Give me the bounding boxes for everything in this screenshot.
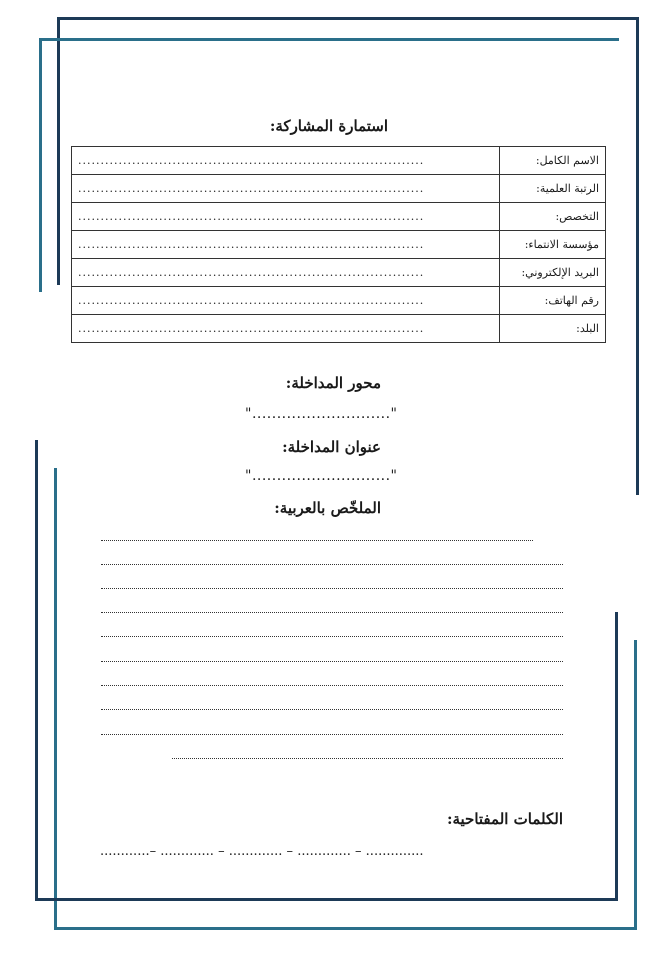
- frame-line-lower-left-teal: [54, 468, 57, 930]
- participation-form-table: [71, 146, 606, 343]
- field-label-country: البلد:: [500, 315, 606, 343]
- frame-line-left-dark: [57, 17, 60, 285]
- frame-line-bottom-teal: [54, 927, 637, 930]
- field-value-phone[interactable]: .............................................................................: [72, 287, 500, 315]
- table-row: [72, 203, 606, 231]
- abstract-line[interactable]: [101, 636, 563, 637]
- abstract-line[interactable]: [101, 540, 533, 541]
- frame-line-right-dark: [636, 17, 639, 495]
- field-label-institution: مؤسسة الانتماء:: [500, 231, 606, 259]
- table-row: [72, 259, 606, 287]
- frame-line-lower-left-dark: [35, 440, 38, 900]
- field-value-email[interactable]: .............................................................................: [72, 259, 500, 287]
- frame-line-top-dark: [57, 17, 639, 20]
- keywords-line[interactable]: ............– ............. – ............. – ............. – ..............: [100, 844, 424, 859]
- axis-heading: محور المداخلة:: [285, 374, 381, 392]
- field-value-academic-rank[interactable]: .............................................................................: [72, 175, 500, 203]
- field-label-full-name: الاسم الكامل:: [500, 147, 606, 175]
- frame-line-left-teal: [39, 38, 42, 292]
- table-row: [72, 147, 606, 175]
- frame-line-bottom-dark: [35, 898, 618, 901]
- table-row: [72, 315, 606, 343]
- table-row: [72, 175, 606, 203]
- form-title: استمارة المشاركة:: [269, 117, 388, 135]
- table-row: [72, 231, 606, 259]
- abstract-line[interactable]: [101, 661, 563, 662]
- axis-placeholder[interactable]: "............................": [245, 406, 398, 422]
- abstract-line[interactable]: [101, 564, 563, 565]
- field-label-academic-rank: الرتبة العلمية:: [500, 175, 606, 203]
- abstract-line[interactable]: [101, 588, 563, 589]
- table-row: [72, 287, 606, 315]
- field-value-specialty[interactable]: .............................................................................: [72, 203, 500, 231]
- abstract-line[interactable]: [101, 685, 563, 686]
- keywords-heading: الكلمات المفتاحية:: [446, 810, 563, 828]
- abstract-line[interactable]: [101, 709, 563, 710]
- frame-line-top-teal: [39, 38, 619, 41]
- field-label-email: البريد الإلكتروني:: [500, 259, 606, 287]
- abstract-line[interactable]: [101, 734, 563, 735]
- talk-title-placeholder[interactable]: "............................": [245, 468, 398, 484]
- talk-title-heading: عنوان المداخلة:: [282, 438, 381, 456]
- field-value-institution[interactable]: .............................................................................: [72, 231, 500, 259]
- abstract-line[interactable]: [172, 758, 563, 759]
- abstract-heading: الملخّص بالعربية:: [274, 499, 381, 517]
- field-value-full-name[interactable]: .............................................................................: [72, 147, 500, 175]
- abstract-line[interactable]: [101, 612, 563, 613]
- frame-line-lower-right-dark: [615, 612, 618, 901]
- field-value-country[interactable]: .............................................................................: [72, 315, 500, 343]
- frame-line-lower-right-teal: [634, 640, 637, 930]
- field-label-specialty: التخصص:: [500, 203, 606, 231]
- field-label-phone: رقم الهاتف:: [500, 287, 606, 315]
